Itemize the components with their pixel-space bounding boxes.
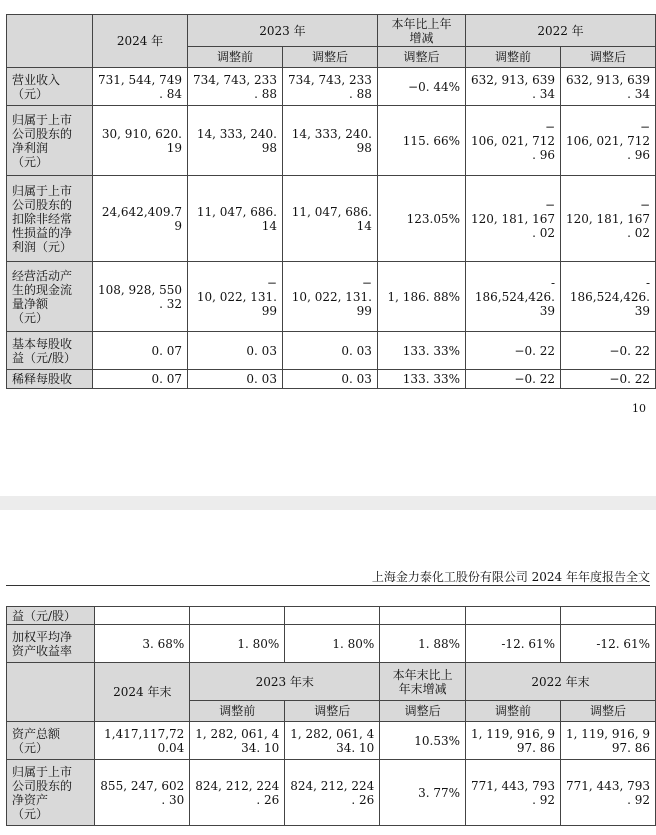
cell-change: −0. 44% (377, 68, 465, 106)
cell-2022-after: −0. 22 (561, 332, 656, 370)
table-row (7, 106, 656, 176)
empty-cell (380, 607, 466, 625)
cell-2022-after: - 186,524,426. 39 (561, 262, 656, 332)
empty-cell (190, 607, 285, 625)
table-row (7, 68, 656, 106)
header-2023-after: 调整后 (282, 47, 377, 68)
cell-2023-after: 824, 212, 224 . 26 (285, 760, 380, 826)
cell-2024: 3. 68% (95, 625, 190, 663)
cell-2023-before: 1, 282, 061, 4 34. 10 (190, 722, 285, 760)
financial-data-table (6, 14, 656, 389)
header-2022-after: 调整后 (561, 701, 656, 722)
cell-2023-after: 1, 282, 061, 4 34. 10 (285, 722, 380, 760)
cell-2023-after: 0. 03 (282, 370, 377, 389)
empty-cell (466, 607, 561, 625)
cell-2023-before: 0. 03 (187, 332, 282, 370)
cell-2024: 108, 928, 550 . 32 (93, 262, 188, 332)
cell-2022-after: − 120, 181, 167 . 02 (561, 176, 656, 262)
cell-2024: 855, 247, 602 . 30 (95, 760, 190, 826)
cell-2022-before: 632, 913, 639 . 34 (466, 68, 561, 106)
cell-2024: 24,642,409.7 9 (93, 176, 188, 262)
cell-2022-after: − 106, 021, 712 . 96 (561, 106, 656, 176)
row-label: 稀释每股收 (7, 370, 93, 389)
header-change: 本年比上年 增减 (377, 15, 465, 47)
header-2022-before: 调整前 (466, 47, 561, 68)
cell-2023-after: 11, 047, 686. 14 (282, 176, 377, 262)
cell-2022-before: − 106, 021, 712 . 96 (466, 106, 561, 176)
table-row (7, 370, 656, 389)
row-label: 资产总额 （元） (7, 722, 95, 760)
cell-2023-before: 11, 047, 686. 14 (187, 176, 282, 262)
header-2024-end: 2024 年末 (95, 663, 190, 722)
table-row (7, 332, 656, 370)
header-2023-before: 调整前 (190, 701, 285, 722)
header-change: 本年末比上 年末增减 (380, 663, 466, 701)
cell-change: 3. 77% (380, 760, 466, 826)
cell-2022-before: − 120, 181, 167 . 02 (466, 176, 561, 262)
cell-2022-before: 771, 443, 793 . 92 (466, 760, 561, 826)
cell-2023-after: 734, 743, 233 . 88 (282, 68, 377, 106)
cell-2023-before: − 10, 022, 131. 99 (187, 262, 282, 332)
table-row (7, 625, 656, 663)
row-label: 归属于上市 公司股东的 净利润 （元） (7, 106, 93, 176)
cell-2023-before: 14, 333, 240. 98 (187, 106, 282, 176)
empty-cell (285, 607, 380, 625)
cell-2022-before: -12. 61% (466, 625, 561, 663)
cell-change: 115. 66% (377, 106, 465, 176)
page-separator (0, 496, 656, 510)
cell-2023-after: 0. 03 (282, 332, 377, 370)
empty-cell (95, 607, 190, 625)
table-row (7, 760, 656, 826)
cell-change: 10.53% (380, 722, 466, 760)
table-row (7, 607, 656, 625)
cell-change: 133. 33% (377, 332, 465, 370)
header-change-after: 调整后 (377, 47, 465, 68)
row-label: 营业收入 （元） (7, 68, 93, 106)
row-label: 基本每股收 益（元/股） (7, 332, 93, 370)
header-blank-cell (7, 663, 95, 722)
header-2022-after: 调整后 (561, 47, 656, 68)
cell-2022-after: 632, 913, 639 . 34 (561, 68, 656, 106)
cell-change: 133. 33% (377, 370, 465, 389)
cell-2024: 1,417,117,72 0.04 (95, 722, 190, 760)
cell-2022-after: 771, 443, 793 . 92 (561, 760, 656, 826)
header-2023-before: 调整前 (187, 47, 282, 68)
cell-2022-after: −0. 22 (561, 370, 656, 389)
page-number: 10 (632, 402, 646, 415)
cell-2023-before: 734, 743, 233 . 88 (187, 68, 282, 106)
cell-2023-before: 0. 03 (187, 370, 282, 389)
cell-2024: 0. 07 (93, 332, 188, 370)
cell-2023-after: 1. 80% (285, 625, 380, 663)
row-label: 经营活动产 生的现金流 量净额 （元） (7, 262, 93, 332)
empty-cell (561, 607, 656, 625)
table-row (7, 722, 656, 760)
table-row (7, 176, 656, 262)
cell-2023-after: − 10, 022, 131. 99 (282, 262, 377, 332)
cell-2022-before: 1, 119, 916, 9 97. 86 (466, 722, 561, 760)
row-label: 益（元/股） (7, 607, 95, 625)
cell-2023-before: 824, 212, 224 . 26 (190, 760, 285, 826)
cell-change: 1. 88% (380, 625, 466, 663)
header-change-after: 调整后 (380, 701, 466, 722)
header-rule (6, 585, 650, 586)
row-label: 加权平均净 资产收益率 (7, 625, 95, 663)
header-2022-end: 2022 年末 (466, 663, 656, 701)
cell-2022-after: 1, 119, 916, 9 97. 86 (561, 722, 656, 760)
cell-2022-before: - 186,524,426. 39 (466, 262, 561, 332)
header-2023-after: 调整后 (285, 701, 380, 722)
cell-change: 1, 186. 88% (377, 262, 465, 332)
cell-2022-before: −0. 22 (466, 370, 561, 389)
cell-change: 123.05% (377, 176, 465, 262)
document-header: 上海金力泰化工股份有限公司 2024 年年度报告全文 (371, 570, 650, 584)
header-2024: 2024 年 (93, 15, 188, 68)
row-label: 归属于上市 公司股东的 净资产 （元） (7, 760, 95, 826)
header-2023: 2023 年 (187, 15, 377, 47)
cell-2024: 30, 910, 620. 19 (93, 106, 188, 176)
cell-2022-after: -12. 61% (561, 625, 656, 663)
financial-data-table-continued (6, 606, 656, 826)
header-2022-before: 调整前 (466, 701, 561, 722)
cell-2022-before: −0. 22 (466, 332, 561, 370)
table-row (7, 262, 656, 332)
cell-2023-before: 1. 80% (190, 625, 285, 663)
header-blank-cell (7, 15, 93, 68)
cell-2024: 0. 07 (93, 370, 188, 389)
cell-2024: 731, 544, 749 . 84 (93, 68, 188, 106)
header-2023-end: 2023 年末 (190, 663, 380, 701)
cell-2023-after: 14, 333, 240. 98 (282, 106, 377, 176)
header-2022: 2022 年 (466, 15, 656, 47)
row-label: 归属于上市 公司股东的 扣除非经常 性损益的净 利润（元） (7, 176, 93, 262)
